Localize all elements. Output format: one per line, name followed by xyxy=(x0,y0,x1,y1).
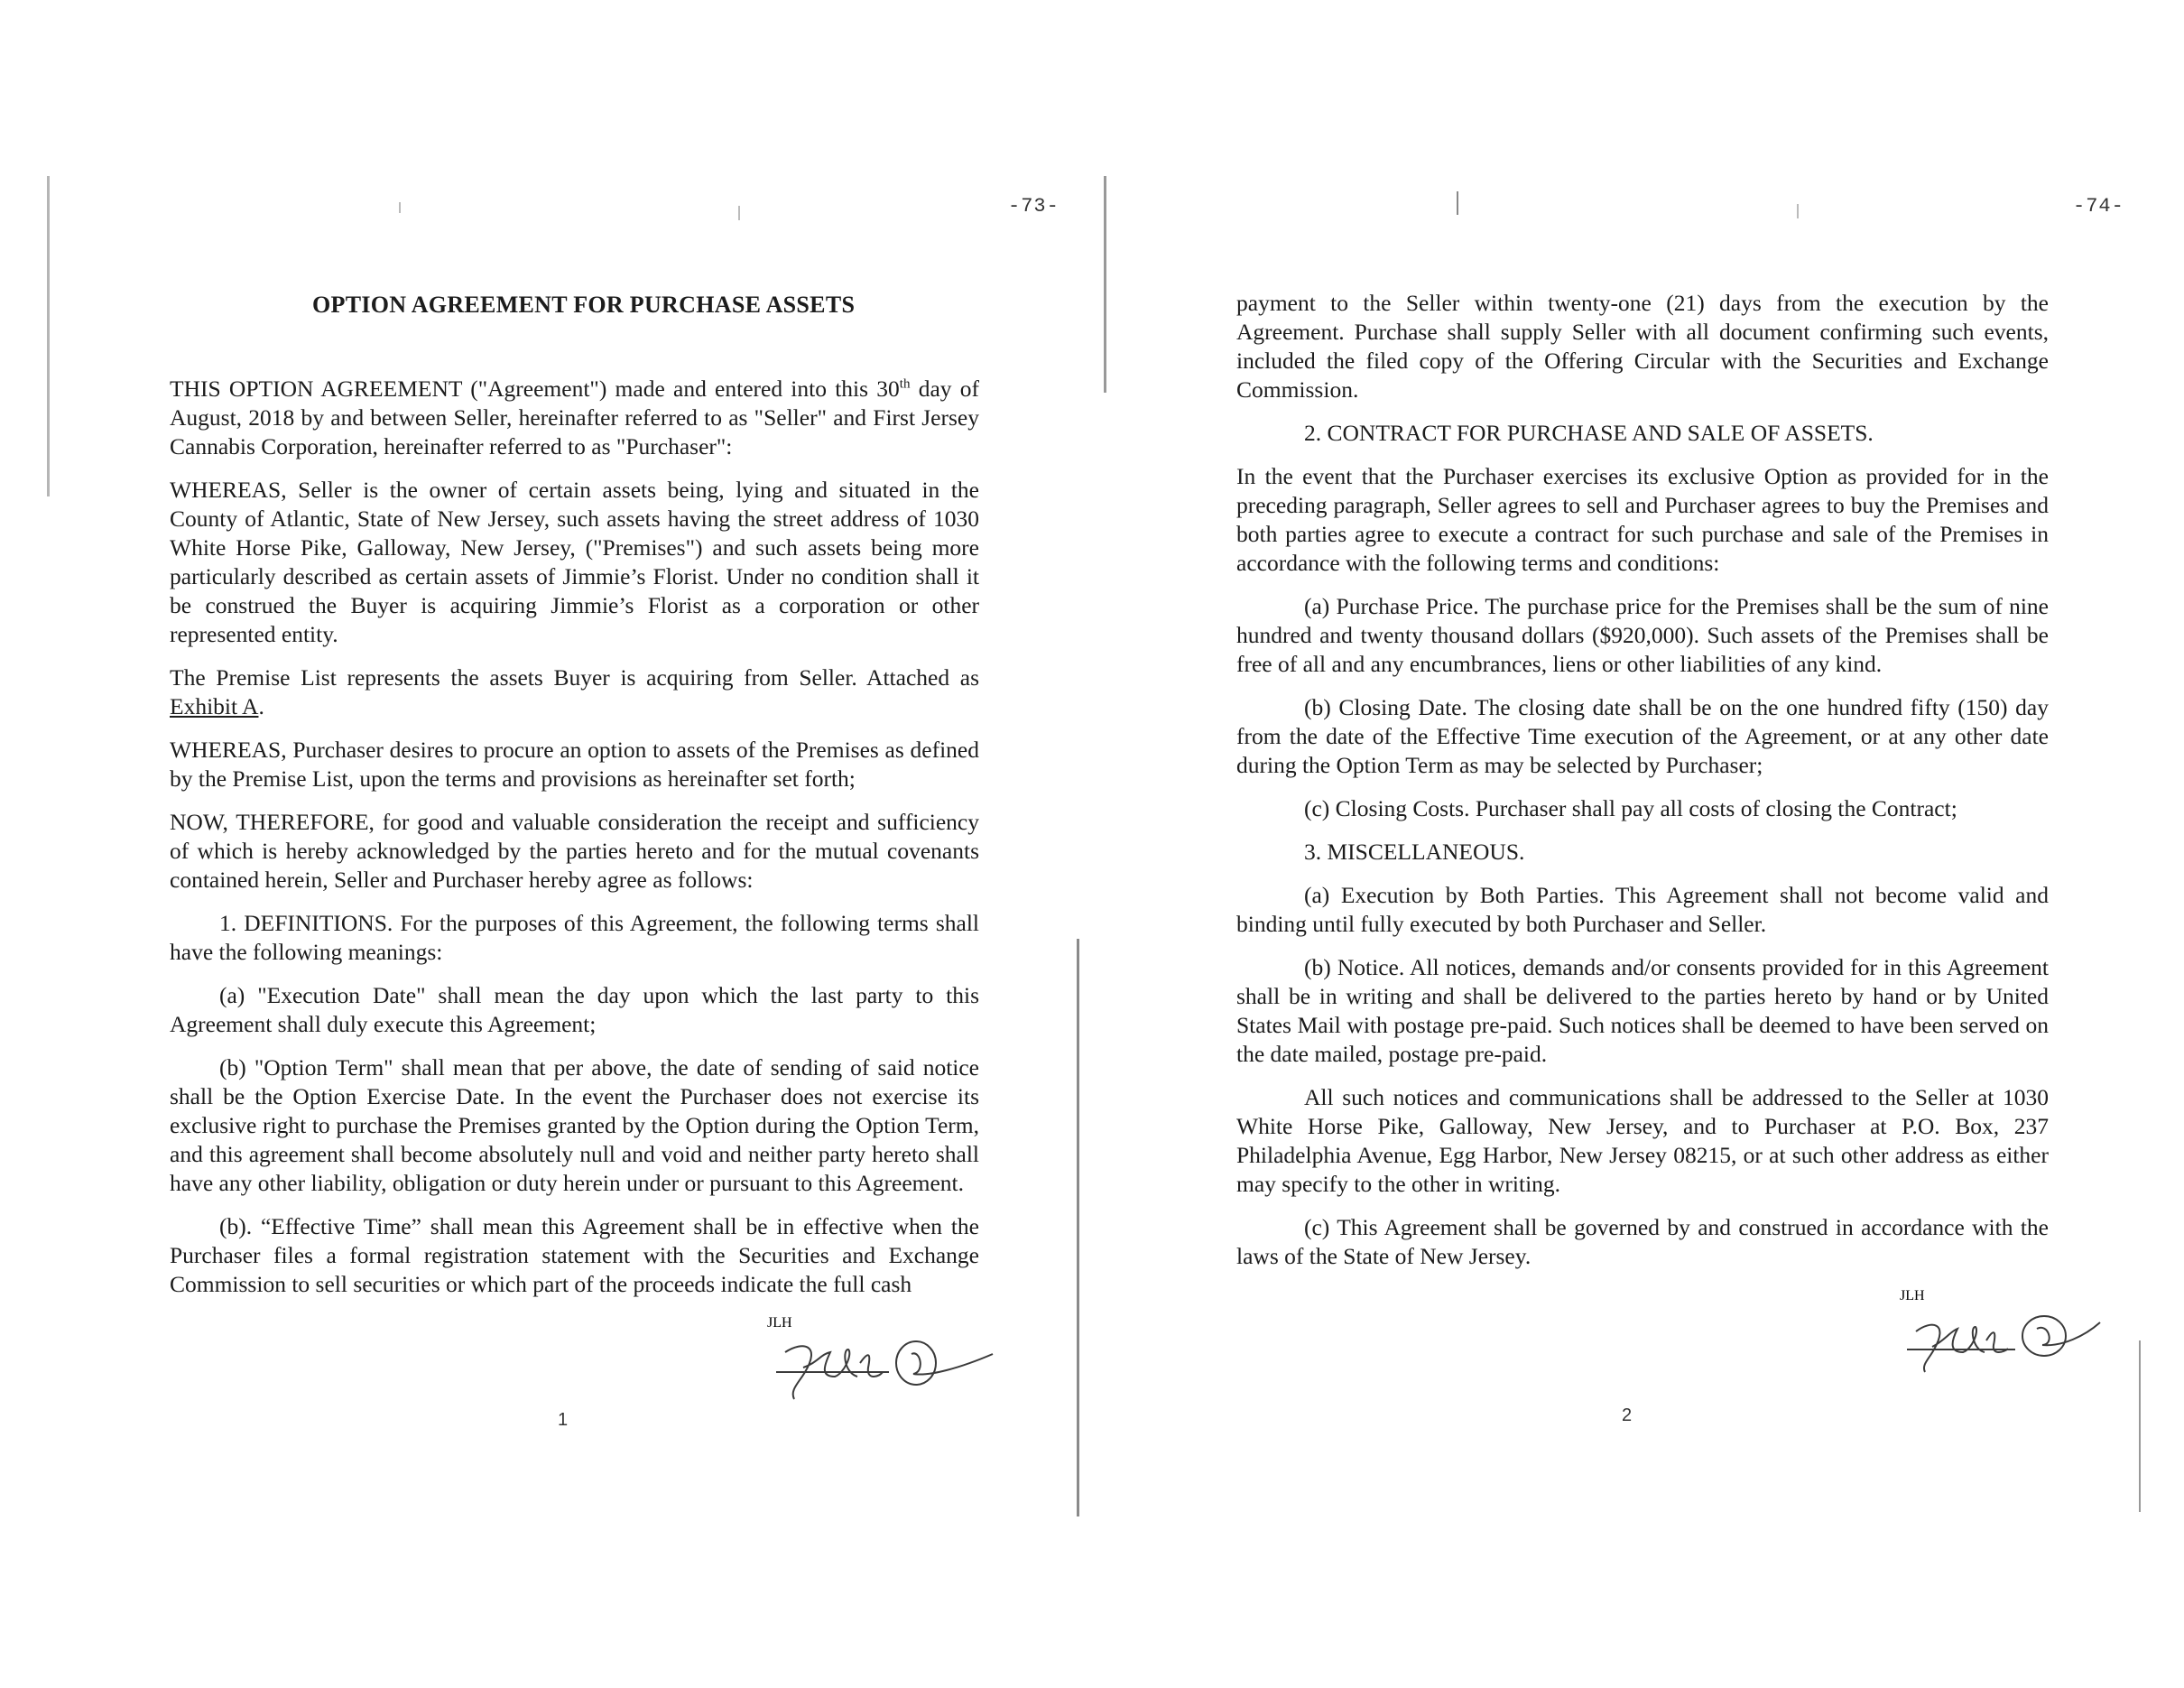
signature-circle xyxy=(2022,1316,2066,1356)
exhibit-a-reference: Exhibit A xyxy=(170,693,259,719)
premise-list-paragraph: The Premise List represents the assets Buyer is acquiring from Seller. Attached as Exhibit A. xyxy=(170,664,979,719)
notice-clause: (b) Notice. All notices, demands and/or consents provided for in this Agreement shall be in writing and shall be delivered to the parties hereto by hand or by United States Mail with postage pre-paid. Such notices shall be deemed to have been served on the date mailed, postage pre-paid. xyxy=(1236,954,2049,1067)
svg-text:JLH: JLH xyxy=(1900,1288,1925,1303)
signature-circle xyxy=(896,1341,936,1385)
definition-execution-date: (a) "Execution Date" shall mean the day upon which the last party to this Agreement shall duly execute this Agreement; xyxy=(170,982,979,1037)
signature-stroke xyxy=(1907,1325,2015,1372)
left-page-body xyxy=(170,375,979,1313)
closing-date-clause: (b) Closing Date. The closing date shall be on the one hundred fifty (150) day from the date of the Effective Time execution of the Agreement, or at any other date during the Option Term as may be selected by Purchaser; xyxy=(1236,694,2049,778)
section-2-intro: In the event that the Purchaser exercises its exclusive Option as provided for in the preceding paragraph, Seller agrees to sell and Purchaser agrees to buy the Premises and both parties agree to execute a contract for such purchase and sale of the Premises in accordance with the following terms and conditions: xyxy=(1236,463,2049,576)
svg-text:JLH: JLH xyxy=(767,1315,792,1331)
section-3-heading: 3. MISCELLANEOUS. xyxy=(1304,839,1525,865)
whereas-paragraph-2: WHEREAS, Purchaser desires to procure an option to assets of the Premises as defined by the Premise List, upon the terms and provisions as hereinafter set forth; xyxy=(170,737,979,792)
closing-costs-clause: (c) Closing Costs. Purchaser shall pay all costs of closing the Contract; xyxy=(1304,795,1957,821)
execution-clause: (a) Execution by Both Parties. This Agreement shall not become valid and binding until fully executed by both Purchaser and Seller. xyxy=(1236,882,2049,937)
purchase-price-clause: (a) Purchase Price. The purchase price for the Premises shall be the sum of nine hundred and twenty thousand dollars ($920,000). Such assets of the Premises shall be free of all and any encumbrances, liens or other liabilities of any kind. xyxy=(1236,593,2049,677)
left-signature-initials xyxy=(767,1315,1002,1408)
signature-tail xyxy=(2037,1322,2100,1345)
left-page-top-number: -73- xyxy=(1008,195,1060,218)
now-therefore-paragraph: NOW, THEREFORE, for good and valuable consideration the receipt and sufficiency of which is hereby acknowledged by the parties hereto and for the mutual covenants contained herein, Seller and Purchaser hereby agree as follows: xyxy=(170,809,979,893)
governing-law-clause: (c) This Agreement shall be governed by and construed in accordance with the laws of the State of New Jersey. xyxy=(1236,1214,2049,1269)
whereas-paragraph-1: WHEREAS, Seller is the owner of certain assets being, lying and situated in the County of Atlantic, State of New Jersey, such assets having the street address of 1030 White Horse Pike, Galloway, New Jersey, ("Premises") and such assets being more particularly described as certain assets of Jimmie’s Florist. Under no condition shall it be construed the Buyer is acquiring Jimmie’s Florist as a corporation or other represented entity. xyxy=(170,477,979,647)
right-signature-initials xyxy=(1900,1288,2107,1381)
agreement-title: OPTION AGREEMENT FOR PURCHASE ASSETS xyxy=(312,292,856,318)
intro-paragraph: THIS OPTION AGREEMENT ("Agreement") made and entered into this 30th day of August, 2018 by and between Seller, hereinafter referred to as "Seller" and First Jersey Cannabis Corporation, hereinafter referred to as "Purchaser": xyxy=(170,376,979,459)
right-page-top-number: -74- xyxy=(2073,195,2124,218)
definitions-heading: 1. DEFINITIONS. For the purposes of this Agreement, the following terms shall have the following meanings: xyxy=(170,910,979,965)
payment-continuation: payment to the Seller within twenty-one (21) days from the execution by the Agreement. Purchase shall supply Seller with all document confirming such events, included the filed copy of the Offering Circular with the Securities and Exchange Commission. xyxy=(1236,290,2049,403)
definition-effective-time: (b). “Effective Time” shall mean this Agreement shall be in effective when the Purchaser files a formal registration statement with the Securities and Exchange Commission to sell securities or which part of the proceeds indicate the full cash xyxy=(170,1213,979,1297)
signature-tail xyxy=(912,1353,993,1374)
signature-stroke xyxy=(776,1346,889,1399)
right-page-body xyxy=(1236,289,2049,1285)
section-2-heading: 2. CONTRACT FOR PURCHASE AND SALE OF ASSETS. xyxy=(1304,420,1874,446)
notice-address-clause: All such notices and communications shall be addressed to the Seller at 1030 White Horse Pike, Galloway, New Jersey, and to Purchaser at P.O. Box, 237 Philadelphia Avenue, Egg Harbor, New Jersey 08215, or at such other address as either may specify to the other in writing. xyxy=(1236,1084,2049,1197)
right-page-number: 2 xyxy=(1622,1405,1633,1425)
right-page xyxy=(1106,0,2184,1688)
left-page-number: 1 xyxy=(558,1410,569,1430)
definition-option-term: (b) "Option Term" shall mean that per above, the date of sending of said notice shall be the Option Exercise Date. In the event the Purchaser does not exercise its exclusive right to purchase the Premises granted by the Option during the Option Term, and this agreement shall become absolutely null and void and neither party hereto shall have any other liability, obligation or duty herein under or pursuant to this Agreement. xyxy=(170,1054,979,1196)
